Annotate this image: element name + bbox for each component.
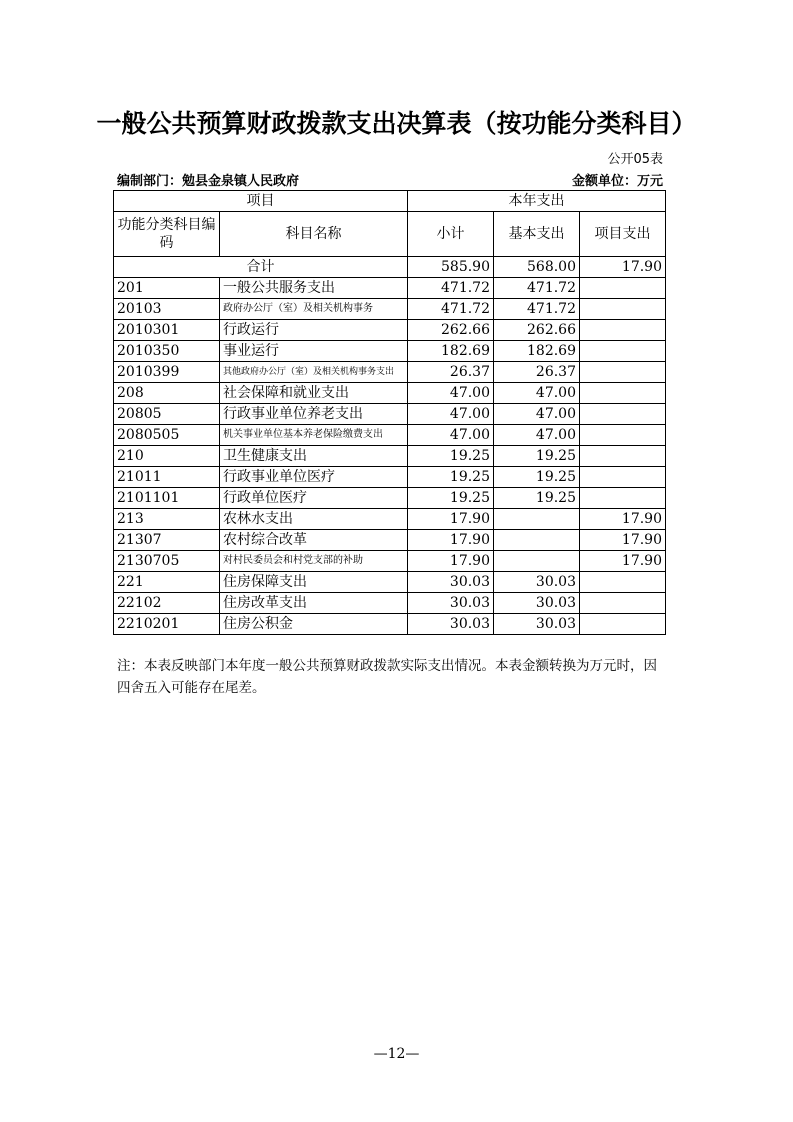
cell-name: 农村综合改革 — [220, 530, 408, 551]
cell-name: 政府办公厅（室）及相关机构事务 — [220, 299, 408, 320]
cell-project — [580, 614, 666, 635]
cell-code: 2130705 — [114, 551, 220, 572]
cell-code: 221 — [114, 572, 220, 593]
header-basic: 基本支出 — [494, 212, 580, 257]
cell-code: 20103 — [114, 299, 220, 320]
header-subtotal: 小计 — [408, 212, 494, 257]
cell-basic: 47.00 — [494, 425, 580, 446]
cell-code: 20805 — [114, 404, 220, 425]
cell-project — [580, 404, 666, 425]
cell-project — [580, 572, 666, 593]
cell-name: 机关事业单位基本养老保险缴费支出 — [220, 425, 408, 446]
cell-subtotal: 17.90 — [408, 551, 494, 572]
cell-subtotal: 47.00 — [408, 425, 494, 446]
cell-code: 2101101 — [114, 488, 220, 509]
table-row — [114, 404, 666, 425]
table-row — [114, 299, 666, 320]
table-row — [114, 551, 666, 572]
cell-project — [580, 446, 666, 467]
cell-name: 社会保障和就业支出 — [220, 383, 408, 404]
cell-name: 行政运行 — [220, 320, 408, 341]
cell-basic: 47.00 — [494, 383, 580, 404]
table-row — [114, 425, 666, 446]
cell-subtotal: 47.00 — [408, 383, 494, 404]
table-row — [114, 530, 666, 551]
cell-basic — [494, 509, 580, 530]
cell-name: 其他政府办公厅（室）及相关机构事务支出 — [220, 362, 408, 383]
header-func-code: 功能分类科目编码 — [114, 212, 220, 257]
total-project: 17.90 — [580, 257, 666, 278]
table-row — [114, 383, 666, 404]
page-number: —12— — [373, 1046, 420, 1062]
cell-code: 208 — [114, 383, 220, 404]
cell-project: 17.90 — [580, 530, 666, 551]
form-number: 公开05表 — [607, 152, 663, 167]
table-row — [114, 341, 666, 362]
cell-basic — [494, 551, 580, 572]
cell-subtotal: 19.25 — [408, 488, 494, 509]
total-subtotal: 585.90 — [408, 257, 494, 278]
cell-subtotal: 471.72 — [408, 299, 494, 320]
table-row — [114, 593, 666, 614]
cell-basic: 26.37 — [494, 362, 580, 383]
cell-basic: 19.25 — [494, 467, 580, 488]
cell-subtotal: 17.90 — [408, 530, 494, 551]
cell-project — [580, 488, 666, 509]
cell-basic: 182.69 — [494, 341, 580, 362]
cell-code: 2010399 — [114, 362, 220, 383]
table-row — [114, 488, 666, 509]
page-title: 一般公共预算财政拨款支出决算表（按功能分类科目） — [96, 109, 697, 138]
cell-code: 21307 — [114, 530, 220, 551]
table-row — [114, 446, 666, 467]
cell-basic: 262.66 — [494, 320, 580, 341]
cell-basic: 30.03 — [494, 593, 580, 614]
table-row — [114, 572, 666, 593]
cell-subtotal: 471.72 — [408, 278, 494, 299]
cell-project — [580, 425, 666, 446]
amount-unit: 金额单位：万元 — [571, 174, 663, 189]
cell-basic — [494, 530, 580, 551]
expenditure-table — [113, 190, 666, 635]
cell-name: 行政事业单位养老支出 — [220, 404, 408, 425]
compiling-unit: 编制部门：勉县金泉镇人民政府 — [117, 174, 300, 189]
cell-code: 2080505 — [114, 425, 220, 446]
cell-basic: 19.25 — [494, 446, 580, 467]
cell-project — [580, 278, 666, 299]
cell-basic: 30.03 — [494, 614, 580, 635]
cell-name: 住房改革支出 — [220, 593, 408, 614]
cell-subtotal: 182.69 — [408, 341, 494, 362]
cell-basic: 471.72 — [494, 299, 580, 320]
cell-code: 22102 — [114, 593, 220, 614]
cell-code: 2210201 — [114, 614, 220, 635]
cell-basic: 19.25 — [494, 488, 580, 509]
cell-code: 2010350 — [114, 341, 220, 362]
cell-basic: 30.03 — [494, 572, 580, 593]
meta-row — [117, 170, 663, 190]
cell-subtotal: 30.03 — [408, 572, 494, 593]
total-row — [114, 257, 666, 278]
cell-name: 住房保障支出 — [220, 572, 408, 593]
cell-subtotal: 262.66 — [408, 320, 494, 341]
cell-subtotal: 26.37 — [408, 362, 494, 383]
cell-code: 201 — [114, 278, 220, 299]
header-item: 项目 — [114, 191, 408, 212]
cell-name: 农林水支出 — [220, 509, 408, 530]
cell-project — [580, 383, 666, 404]
cell-code: 21011 — [114, 467, 220, 488]
cell-project — [580, 362, 666, 383]
cell-name: 卫生健康支出 — [220, 446, 408, 467]
cell-project — [580, 341, 666, 362]
cell-project — [580, 299, 666, 320]
cell-subtotal: 19.25 — [408, 467, 494, 488]
cell-code: 2010301 — [114, 320, 220, 341]
cell-subtotal: 30.03 — [408, 614, 494, 635]
cell-code: 210 — [114, 446, 220, 467]
header-subject-name: 科目名称 — [220, 212, 408, 257]
table-row — [114, 362, 666, 383]
cell-code: 213 — [114, 509, 220, 530]
cell-project — [580, 320, 666, 341]
cell-project — [580, 593, 666, 614]
header-project: 项目支出 — [580, 212, 666, 257]
cell-project: 17.90 — [580, 509, 666, 530]
table-note: 注：本表反映部门本年度一般公共预算财政拨款实际支出情况。本表金额转换为万元时，因四舍五入可能存在尾差。 — [117, 658, 657, 696]
cell-subtotal: 19.25 — [408, 446, 494, 467]
table-row — [114, 614, 666, 635]
cell-basic: 47.00 — [494, 404, 580, 425]
cell-name: 行政单位医疗 — [220, 488, 408, 509]
total-basic: 568.00 — [494, 257, 580, 278]
cell-project — [580, 467, 666, 488]
table-row — [114, 467, 666, 488]
cell-name: 事业运行 — [220, 341, 408, 362]
cell-subtotal: 17.90 — [408, 509, 494, 530]
table-row — [114, 509, 666, 530]
total-label: 合计 — [114, 257, 408, 278]
table-row — [114, 278, 666, 299]
cell-subtotal: 47.00 — [408, 404, 494, 425]
cell-name: 行政事业单位医疗 — [220, 467, 408, 488]
cell-name: 住房公积金 — [220, 614, 408, 635]
cell-project: 17.90 — [580, 551, 666, 572]
cell-name: 对村民委员会和村党支部的补助 — [220, 551, 408, 572]
cell-name: 一般公共服务支出 — [220, 278, 408, 299]
cell-subtotal: 30.03 — [408, 593, 494, 614]
cell-basic: 471.72 — [494, 278, 580, 299]
table-row — [114, 320, 666, 341]
header-current-year: 本年支出 — [408, 191, 666, 212]
